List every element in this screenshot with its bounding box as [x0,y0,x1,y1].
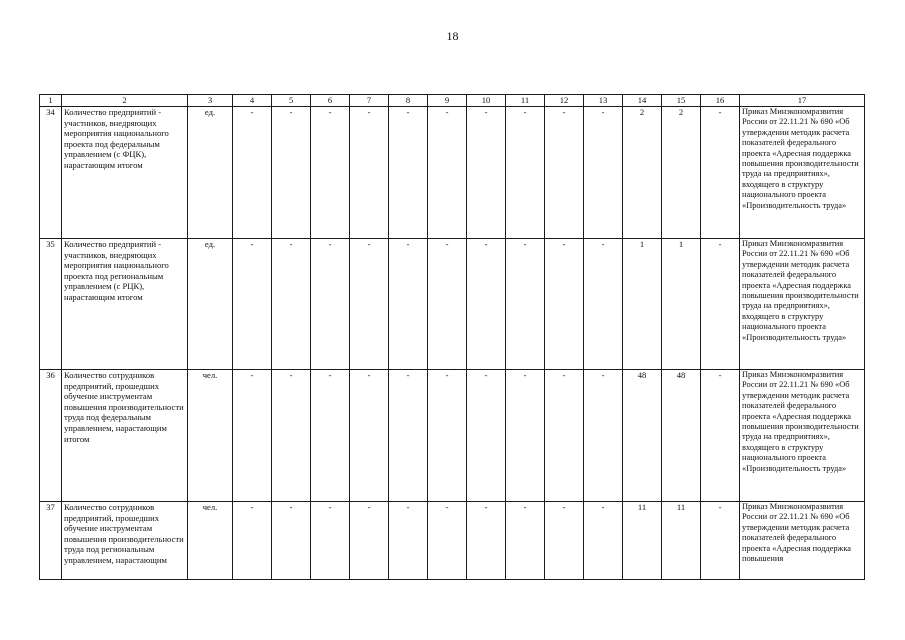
row-number: 37 [40,502,62,580]
value-cell: - [233,239,272,370]
value-cell: - [545,370,584,502]
value-cell: - [584,502,623,580]
value-cell: 1 [623,239,662,370]
column-header: 3 [188,95,233,107]
value-cell: - [389,370,428,502]
value-cell: - [467,107,506,239]
value-cell: - [506,107,545,239]
value-cell: - [701,239,740,370]
value-cell: - [389,107,428,239]
value-cell: - [701,502,740,580]
value-cell: - [467,502,506,580]
value-cell: - [311,107,350,239]
value-cell: - [272,107,311,239]
column-header: 17 [740,95,865,107]
unit-cell: чел. [188,370,233,502]
value-cell: - [233,502,272,580]
value-cell: - [701,370,740,502]
column-header: 11 [506,95,545,107]
value-cell: - [272,370,311,502]
value-cell: - [350,370,389,502]
column-header: 7 [350,95,389,107]
source-cell: Приказ Минэкономразвития России от 22.11.21 № 690 «Об утверждении методик расчета показателей федерального проекта «Адресная поддержка повышения производительности труда на предприятиях», входящего в структуру национального проекта «Производительность труда» [740,370,865,502]
table-row [40,107,865,239]
value-cell: - [428,502,467,580]
page-number: 18 [446,29,459,43]
value-cell: - [428,370,467,502]
value-cell: - [584,239,623,370]
column-header: 9 [428,95,467,107]
indicator-name: Количество сотрудников предприятий, прошедших обучение инструментам повышения производительности труда под региональным управлением, нарастающим [62,502,188,580]
value-cell: - [311,239,350,370]
value-cell: - [545,107,584,239]
value-cell: - [350,502,389,580]
value-cell: - [350,239,389,370]
value-cell: 1 [662,239,701,370]
value-cell: 48 [623,370,662,502]
value-cell: - [584,370,623,502]
row-number: 36 [40,370,62,502]
value-cell: - [545,239,584,370]
value-cell: - [389,502,428,580]
column-header: 8 [389,95,428,107]
column-header: 13 [584,95,623,107]
value-cell: - [506,370,545,502]
table-row [40,502,865,580]
value-cell: 11 [662,502,701,580]
value-cell: - [506,239,545,370]
value-cell: - [467,239,506,370]
table-row [40,370,865,502]
value-cell: - [467,370,506,502]
value-cell: - [428,107,467,239]
value-cell: - [233,107,272,239]
value-cell: - [233,370,272,502]
value-cell: 11 [623,502,662,580]
source-cell: Приказ Минэкономразвития России от 22.11.21 № 690 «Об утверждении методик расчета показателей федерального проекта «Адресная поддержка повышения производительности труда на предприятиях», входящего в структуру национального проекта «Производительность труда» [740,239,865,370]
indicator-name: Количество предприятий - участников, внедряющих мероприятия национального проекта под федеральным управлением (с ФЦК), нарастающим итогом [62,107,188,239]
column-header: 5 [272,95,311,107]
indicators-table [39,94,865,580]
column-header: 10 [467,95,506,107]
value-cell: - [272,239,311,370]
column-header: 12 [545,95,584,107]
row-number: 35 [40,239,62,370]
value-cell: - [389,239,428,370]
indicator-name: Количество сотрудников предприятий, прошедших обучение инструментам повышения производительности труда под федеральным управлением, нарастающим итогом [62,370,188,502]
column-header: 4 [233,95,272,107]
unit-cell: ед. [188,107,233,239]
value-cell: 2 [662,107,701,239]
source-cell: Приказ Минэкономразвития России от 22.11.21 № 690 «Об утверждении методик расчета показателей федерального проекта «Адресная поддержка повышения производительности труда на предприятиях», входящего в структуру национального проекта «Производительность труда» [740,107,865,239]
row-number: 34 [40,107,62,239]
column-header: 16 [701,95,740,107]
value-cell: - [584,107,623,239]
unit-cell: ед. [188,239,233,370]
column-header: 6 [311,95,350,107]
value-cell: - [428,239,467,370]
table-row [40,239,865,370]
column-header: 14 [623,95,662,107]
value-cell: - [701,107,740,239]
column-number-row [40,95,865,107]
value-cell: - [506,502,545,580]
value-cell: - [350,107,389,239]
value-cell: - [311,502,350,580]
value-cell: - [311,370,350,502]
column-header: 1 [40,95,62,107]
column-header: 2 [62,95,188,107]
source-cell: Приказ Минэкономразвития России от 22.11.21 № 690 «Об утверждении методик расчета показателей федерального проекта «Адресная поддержка повышения [740,502,865,580]
value-cell: 2 [623,107,662,239]
value-cell: - [272,502,311,580]
value-cell: 48 [662,370,701,502]
unit-cell: чел. [188,502,233,580]
column-header: 15 [662,95,701,107]
value-cell: - [545,502,584,580]
indicator-name: Количество предприятий - участников, внедряющих мероприятия национального проекта под региональным управлением (с РЦК), нарастающим итогом [62,239,188,370]
